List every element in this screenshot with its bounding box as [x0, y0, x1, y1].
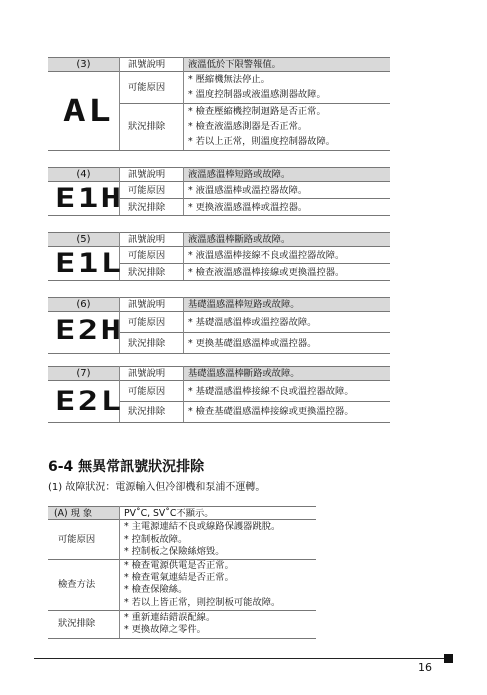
cause-item: * 液溫感溫棒接線不良或溫控器故障。 — [188, 250, 345, 261]
fix-item: * 更換液溫感溫棒或溫控器。 — [188, 202, 308, 213]
fix-label: 狀況排除 — [128, 338, 166, 349]
page-number: 16 — [418, 661, 432, 674]
error-code-display: E1L — [55, 248, 124, 279]
fix-label: 狀況排除 — [128, 202, 166, 213]
cause-item: * 基礎溫感溫棒或溫控器故障。 — [188, 317, 317, 328]
footer-rule — [34, 658, 444, 659]
error-code-display: AL — [63, 94, 114, 129]
cause-item: * 控制板之保險絲熔毀。 — [124, 546, 225, 557]
desc-text: 液溫感溫棒斷路或故障。 — [188, 234, 291, 245]
cause-label: 可能原因 — [128, 317, 166, 328]
fix-label: 狀況排除 — [128, 406, 166, 417]
footer-marker — [444, 654, 453, 663]
cause-item: * 壓縮機無法停止。 — [188, 74, 270, 85]
fix-label: 狀況排除 — [58, 618, 96, 629]
cause-label: 可能原因 — [128, 82, 166, 93]
cause-label: 可能原因 — [128, 185, 166, 196]
block-number: (3) — [76, 59, 91, 70]
check-item: * 檢查電源供電是否正常。 — [124, 560, 234, 571]
desc-text: 液溫感溫棒短路或故障。 — [188, 169, 291, 180]
fix-item: * 檢查壓縮機控制迴路是否正常。 — [188, 106, 326, 117]
cause-label: 可能原因 — [58, 534, 96, 545]
check-item: * 檢查保險絲。 — [124, 584, 188, 595]
cause-item: * 液溫感溫棒或溫控器故障。 — [188, 185, 308, 196]
desc-label: 訊號說明 — [128, 169, 166, 180]
desc-text: 液溫低於下限警報值。 — [188, 59, 281, 70]
desc-label: 訊號說明 — [128, 59, 166, 70]
fix-item: * 檢查液溫感測器是否正常。 — [188, 121, 308, 132]
section-title: 6-4 無異常訊號狀況排除 — [48, 459, 205, 475]
check-item: * 若以上皆正常，則控制板可能故障。 — [124, 597, 281, 608]
fix-item: * 更換基礎溫感溫棒或溫控器。 — [188, 338, 317, 349]
error-code-display: E2L — [55, 386, 124, 417]
fix-item: * 更換故障之零件。 — [124, 624, 206, 635]
check-item: * 檢查電氣連結是否正常。 — [124, 572, 234, 583]
fix-label: 狀況排除 — [128, 121, 166, 132]
cause-item: * 主電源連結不良或線路保護器跳脫。 — [124, 521, 281, 532]
fix-item: * 重新連結錯誤配線。 — [124, 612, 216, 623]
cause-item: * 控制板故障。 — [124, 534, 188, 545]
fault-condition: (1) 故障狀況：電源輸入但冷卻機和泵浦不運轉。 — [48, 482, 266, 493]
desc-label: 訊號說明 — [128, 368, 166, 379]
block-number: (6) — [76, 299, 91, 310]
desc-label: 訊號說明 — [128, 234, 166, 245]
block-number: (4) — [76, 169, 91, 180]
phenomenon-label: (A) 現 象 — [54, 508, 93, 519]
block-number: (5) — [76, 234, 91, 245]
desc-text: 基礎溫感溫棒斷路或故障。 — [188, 368, 300, 379]
fix-label: 狀況排除 — [128, 267, 166, 278]
cause-label: 可能原因 — [128, 386, 166, 397]
fix-item: * 若以上正常，則溫度控制器故障。 — [188, 136, 336, 147]
cause-item: * 溫度控制器或液溫感測器故障。 — [188, 89, 326, 100]
cause-item: * 基礎溫感溫棒接線不良或溫控器故障。 — [188, 386, 354, 397]
block-number: (7) — [76, 368, 91, 379]
check-label: 檢查方法 — [58, 579, 96, 590]
error-code-display: E1H — [55, 183, 124, 214]
desc-text: 基礎溫感溫棒短路或故障。 — [188, 299, 300, 310]
fix-item: * 檢查基礎溫感溫棒接線或更換溫控器。 — [188, 406, 354, 417]
cause-label: 可能原因 — [128, 250, 166, 261]
desc-label: 訊號說明 — [128, 299, 166, 310]
fix-item: * 檢查液溫感溫棒接線或更換溫控器。 — [188, 267, 345, 278]
error-code-display: E2H — [55, 315, 124, 346]
phenomenon-value: PV˚C, SV˚C不顯示。 — [124, 508, 214, 519]
